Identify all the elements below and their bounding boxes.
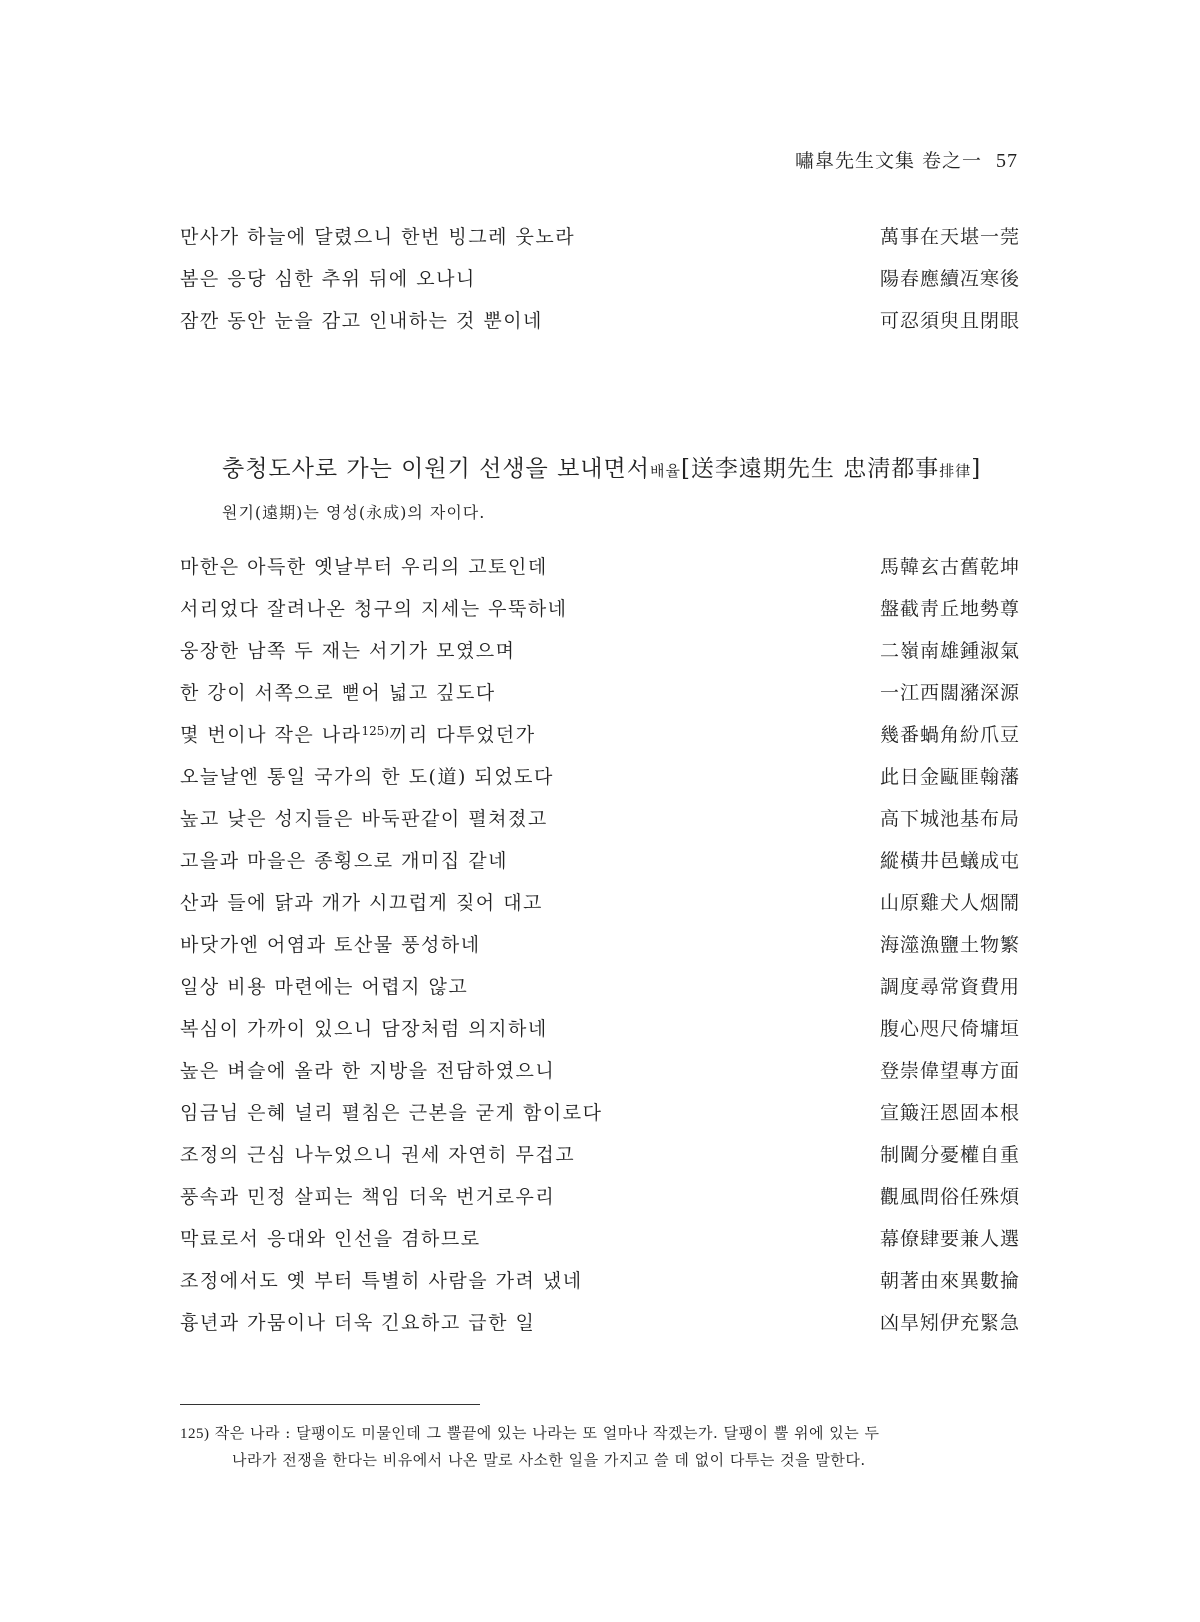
verse-line <box>180 552 1020 594</box>
footnote <box>180 1420 1020 1473</box>
verse-line <box>180 678 1020 720</box>
title-chinese: [送李遠期先生 忠淸都事 <box>680 456 940 482</box>
verse-korean: 풍속과 민정 살피는 책임 더욱 번거로우리 <box>180 1186 556 1208</box>
verse-chinese: 此日金甌匪翰藩 <box>879 766 1020 788</box>
verse-line <box>180 762 1020 804</box>
footnote-divider <box>180 1404 480 1405</box>
verse-korean: 흉년과 가뭄이나 더욱 긴요하고 급한 일 <box>180 1312 536 1334</box>
footnote-reference[interactable]: 125) <box>361 724 390 738</box>
book-title: 嘯皐先生文集 卷之一 <box>794 150 982 172</box>
verse-line <box>180 930 1020 972</box>
verse-korean: 서리었다 잘려나온 청구의 지세는 우뚝하네 <box>180 598 568 620</box>
verse-chinese: 馬韓玄古舊乾坤 <box>879 556 1020 578</box>
verse-line <box>180 1056 1020 1098</box>
verse-korean: 조정의 근심 나누었으니 권세 자연히 무겁고 <box>180 1144 576 1166</box>
verse-korean-part: 끼리 다투었던가 <box>389 724 536 746</box>
verse-chinese: 盤截靑丘地勢尊 <box>879 598 1020 620</box>
verse-line <box>180 1182 1020 1224</box>
verse-korean: 막료로서 응대와 인선을 겸하므로 <box>180 1228 481 1250</box>
verse-chinese: 一江西闊瀦深源 <box>879 682 1020 704</box>
verse-korean: 높은 벼슬에 올라 한 지방을 전담하였으니 <box>180 1060 556 1082</box>
verse-line <box>180 306 1020 348</box>
running-header <box>795 146 1018 173</box>
verse-chinese: 縱橫井邑蟻成屯 <box>879 850 1020 872</box>
verse-korean: 오늘날엔 통일 국가의 한 도(道) 되었도다 <box>180 766 554 788</box>
verse-line <box>180 594 1020 636</box>
verse-line <box>180 888 1020 930</box>
verse-chinese: 可忍須臾且閉眼 <box>879 310 1020 332</box>
verse-chinese: 宣簸汪恩固本根 <box>879 1102 1020 1124</box>
verse-chinese: 陽春應續冱寒後 <box>879 268 1020 290</box>
verse-line <box>180 264 1020 306</box>
verse-line <box>180 1098 1020 1140</box>
verse-chinese: 腹心咫尺倚墉垣 <box>879 1018 1020 1040</box>
verse-chinese: 海澨漁鹽土物繁 <box>879 934 1020 956</box>
verse-korean: 마한은 아득한 옛날부터 우리의 고토인데 <box>180 556 548 578</box>
verse-line <box>180 846 1020 888</box>
footnote-number: 125) <box>180 1426 210 1442</box>
verse-korean-part: 몇 번이나 작은 나라 <box>180 724 362 746</box>
verse-line <box>180 972 1020 1014</box>
poem-top <box>180 222 1020 348</box>
title-form-chinese: 排律 <box>939 462 972 480</box>
verse-chinese: 幕僚肆要兼人選 <box>879 1228 1020 1250</box>
verse-line <box>180 222 1020 264</box>
verse-chinese: 制閫分憂權自重 <box>879 1144 1020 1166</box>
verse-korean: 봄은 응당 심한 추위 뒤에 오나니 <box>180 268 476 290</box>
poem-subtitle: 원기(遠期)는 영성(永成)의 자이다. <box>222 503 486 522</box>
verse-korean: 고을과 마을은 종횡으로 개미집 같네 <box>180 850 508 872</box>
verse-chinese: 朝著由來異數掄 <box>879 1270 1020 1292</box>
verse-korean: 임금님 은혜 널리 펼침은 근본을 굳게 함이로다 <box>180 1102 603 1124</box>
verse-chinese: 登崇偉望專方面 <box>879 1060 1020 1082</box>
verse-korean: 한 강이 서쪽으로 뻗어 넓고 깊도다 <box>180 682 496 704</box>
title-bracket-close: ] <box>971 456 982 482</box>
verse-chinese: 山原雞犬人烟鬧 <box>879 892 1020 914</box>
verse-korean: 높고 낮은 성지들은 바둑판같이 펼쳐졌고 <box>180 808 548 830</box>
title-korean: 충청도사로 가는 이원기 선생을 보내면서 <box>222 456 650 482</box>
verse-korean: 산과 들에 닭과 개가 시끄럽게 짖어 대고 <box>180 892 543 914</box>
verse-korean: 만사가 하늘에 달렸으니 한번 빙그레 웃노라 <box>180 226 576 248</box>
verse-line <box>180 1140 1020 1182</box>
verse-chinese: 二嶺南雄鍾淑氣 <box>879 640 1020 662</box>
verse-line <box>180 1014 1020 1056</box>
poem-title <box>222 450 1022 483</box>
footnote-text-line2: 나라가 전쟁을 한다는 비유에서 나온 말로 사소한 일을 가지고 쓸 데 없이 다투는 것을 말한다. <box>232 1451 866 1469</box>
verse-chinese: 幾番蝸角紛爪豆 <box>879 724 1020 746</box>
verse-line <box>180 1308 1020 1350</box>
verse-line <box>180 720 1020 762</box>
verse-korean: 웅장한 남쪽 두 재는 서기가 모였으며 <box>180 640 516 662</box>
verse-chinese: 凶旱矧伊充緊急 <box>879 1312 1020 1334</box>
poem-main <box>180 552 1020 1350</box>
page-number: 57 <box>996 150 1018 172</box>
verse-korean <box>180 720 536 747</box>
verse-line <box>180 636 1020 678</box>
verse-korean: 조정에서도 옛 부터 특별히 사람을 가려 냈네 <box>180 1270 583 1292</box>
verse-korean: 잠깐 동안 눈을 감고 인내하는 것 뿐이네 <box>180 310 543 332</box>
verse-korean: 바닷가엔 어염과 토산물 풍성하네 <box>180 934 481 956</box>
verse-line <box>180 1266 1020 1308</box>
verse-chinese: 調度尋常資費用 <box>879 976 1020 998</box>
footnote-text-line1: 작은 나라 : 달팽이도 미물인데 그 뿔끝에 있는 나라는 또 얼마나 작겠는가. 달팽이 뿔 위에 있는 두 <box>214 1424 880 1442</box>
verse-line <box>180 804 1020 846</box>
verse-chinese: 觀風問俗任殊煩 <box>879 1186 1020 1208</box>
verse-chinese: 萬事在天堪一莞 <box>879 226 1020 248</box>
title-form-korean: 배율 <box>649 462 681 480</box>
verse-korean: 일상 비용 마련에는 어렵지 않고 <box>180 976 469 998</box>
verse-chinese: 高下城池基布局 <box>879 808 1020 830</box>
verse-line <box>180 1224 1020 1266</box>
verse-korean: 복심이 가까이 있으니 담장처럼 의지하네 <box>180 1018 548 1040</box>
